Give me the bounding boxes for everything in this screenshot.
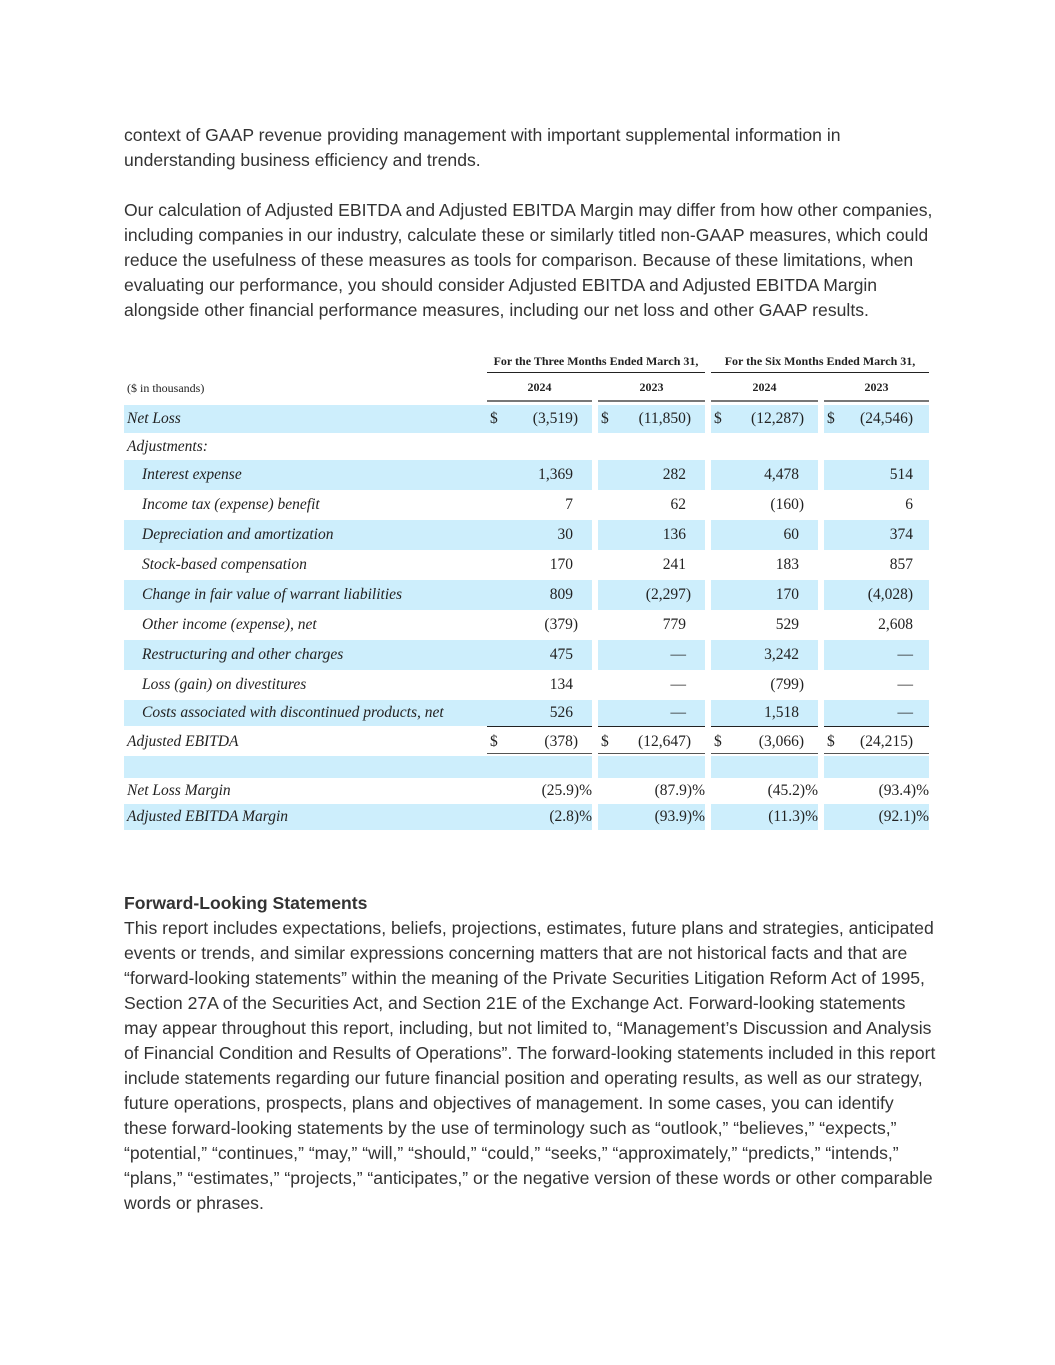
table-row: [124, 405, 929, 433]
table-row: [124, 670, 929, 700]
row-label: Adjustments:: [127, 437, 208, 455]
value-cell: [487, 433, 573, 460]
spacer-row: [124, 756, 929, 778]
value-cell: (11.3)%: [768, 808, 818, 825]
subtotal-rule: [487, 726, 592, 727]
row-label: Adjusted EBITDA Margin: [127, 808, 289, 825]
value-cell: (2,297): [645, 586, 691, 603]
table-row: [124, 520, 929, 550]
value-cell: 136: [662, 526, 686, 543]
value-cell: (11,850): [638, 410, 691, 427]
year-header: 2024: [711, 374, 818, 402]
value-cell: 526: [549, 704, 573, 721]
currency-symbol: $: [827, 410, 835, 427]
currency-symbol: $: [714, 733, 722, 750]
currency-symbol: $: [827, 733, 835, 750]
subtotal-rule: [598, 726, 705, 727]
value-cell: (12,287): [751, 410, 804, 427]
forward-looking-paragraph: This report includes expectations, beliefs, projections, estimates, future plans and strategies, anticipated events or trends, and similar expressions concerning matters that are not historical facts and that are “forward-looking statements” within the meaning of the Private Securities Litigation Reform Act of 1995, Section 27A of the Securities Act, and Section 21E of the Exchange Act. Forward-looking statements may appear throughout this report, including, but not limited to, “Management’s Discussion and Analysis of Financial Condition and Results of Operations”. The forward-looking statements included in this report include statements regarding our future financial position and operating results, as well as our strategy, future operations, prospects, plans and objectives of management. In some cases, you can identify these forward-looking statements by the use of terminology such as “outlook,” “believes,” “expects,” “potential,” “continues,” “may,” “will,” “should,” “could,” “seeks,” “approximately,” “predicts,” “intends,” “plans,” “estimates,” “projects,” “anticipates,” or the negative version of these words or other comparable words or phrases.: [124, 918, 936, 1213]
value-cell: (25.9)%: [541, 782, 592, 799]
value-cell: 4,478: [764, 466, 799, 483]
value-cell: 529: [775, 616, 799, 633]
value-cell: [487, 756, 573, 778]
adjusted-ebitda-table: [124, 350, 929, 830]
group-header-six-months: For the Six Months Ended March 31,: [711, 350, 929, 373]
value-cell: [711, 433, 799, 460]
value-cell: —: [670, 646, 686, 663]
year-header-row: [124, 374, 929, 403]
limitations-paragraph: Our calculation of Adjusted EBITDA and Adjusted EBITDA Margin may differ from how other companies, including companies in our industry, calculate these or similarly titled non-GAAP measures, which could reduce the usefulness of these measures as tools for comparison. Because of these limitations, when evaluating our performance, you should consider Adjusted EBITDA and Adjusted EBITDA Margin alongside other financial performance measures, including our net loss and other GAAP results.: [124, 200, 933, 320]
value-cell: 809: [549, 586, 573, 603]
value-cell: (92.1)%: [878, 808, 929, 825]
value-cell: —: [897, 704, 913, 721]
table-row: [124, 778, 929, 804]
table-row: [124, 610, 929, 640]
value-cell: [824, 756, 913, 778]
value-cell: [711, 756, 799, 778]
row-label: Net Loss Margin: [127, 782, 231, 799]
row-label: Adjusted EBITDA: [127, 733, 239, 750]
value-cell: 241: [662, 556, 686, 573]
value-cell: 3,242: [764, 646, 799, 663]
row-label: Income tax (expense) benefit: [142, 496, 320, 513]
value-cell: 1,369: [538, 466, 573, 483]
value-cell: —: [897, 646, 913, 663]
value-cell: —: [670, 676, 686, 693]
year-header: 2023: [598, 374, 705, 402]
row-label: Interest expense: [142, 466, 242, 483]
value-cell: 6: [905, 496, 913, 513]
row-label: Other income (expense), net: [142, 616, 317, 633]
forward-looking-heading: Forward-Looking Statements: [124, 893, 368, 913]
units-label: ($ in thousands): [127, 381, 205, 395]
value-cell: (2.8)%: [549, 808, 592, 825]
value-cell: 282: [662, 466, 686, 483]
value-cell: [598, 756, 686, 778]
value-cell: 60: [783, 526, 799, 543]
table-row: [124, 728, 929, 756]
value-cell: (3,519): [532, 410, 578, 427]
value-cell: 183: [775, 556, 799, 573]
value-cell: (24,215): [860, 733, 913, 750]
group-header-three-months: For the Three Months Ended March 31,: [487, 350, 705, 373]
intro-paragraph: context of GAAP revenue providing management with important supplemental information in understanding business efficiency and trends.: [124, 125, 841, 170]
value-cell: —: [670, 704, 686, 721]
value-cell: (93.9)%: [654, 808, 705, 825]
value-cell: 134: [549, 676, 573, 693]
value-cell: (799): [770, 676, 804, 693]
row-label: Stock-based compensation: [142, 556, 307, 573]
subtotal-rule: [824, 726, 929, 727]
value-cell: —: [897, 676, 913, 693]
value-cell: (87.9)%: [654, 782, 705, 799]
value-cell: 62: [670, 496, 686, 513]
value-cell: 2,608: [878, 616, 913, 633]
value-cell: (24,546): [860, 410, 913, 427]
value-cell: (4,028): [867, 586, 913, 603]
currency-symbol: $: [714, 410, 722, 427]
value-cell: (3,066): [758, 733, 804, 750]
value-cell: 170: [775, 586, 799, 603]
year-header: 2024: [487, 374, 592, 402]
row-label: Depreciation and amortization: [142, 526, 334, 543]
value-cell: 779: [662, 616, 686, 633]
value-cell: 7: [565, 496, 573, 513]
row-label: Net Loss: [127, 410, 181, 427]
table-row: [124, 490, 929, 520]
table-row: [124, 433, 929, 460]
year-header: 2023: [824, 374, 929, 402]
subtotal-rule: [711, 726, 818, 727]
value-cell: (379): [544, 616, 578, 633]
value-cell: (12,647): [638, 733, 691, 750]
value-cell: 475: [549, 646, 573, 663]
table-row: [124, 580, 929, 610]
currency-symbol: $: [490, 410, 498, 427]
row-label: Change in fair value of warrant liabilities: [142, 586, 403, 603]
value-cell: 514: [889, 466, 913, 483]
table-row: [124, 804, 929, 830]
value-cell: (378): [544, 733, 578, 750]
value-cell: 374: [889, 526, 913, 543]
table-row: [124, 460, 929, 490]
value-cell: (160): [770, 496, 804, 513]
value-cell: 170: [549, 556, 573, 573]
value-cell: [824, 433, 913, 460]
value-cell: (93.4)%: [878, 782, 929, 799]
row-label: Restructuring and other charges: [142, 646, 344, 663]
value-cell: 857: [889, 556, 913, 573]
group-header-row: [124, 350, 929, 374]
table-row: [124, 550, 929, 580]
currency-symbol: $: [601, 410, 609, 427]
value-cell: 30: [557, 526, 573, 543]
row-label: Loss (gain) on divestitures: [142, 676, 307, 693]
table-row: [124, 700, 929, 726]
currency-symbol: $: [490, 733, 498, 750]
value-cell: (45.2)%: [767, 782, 818, 799]
value-cell: 1,518: [764, 704, 799, 721]
table-row: [124, 640, 929, 670]
value-cell: [598, 433, 686, 460]
row-label: Costs associated with discontinued products, net: [142, 704, 444, 721]
currency-symbol: $: [601, 733, 609, 750]
